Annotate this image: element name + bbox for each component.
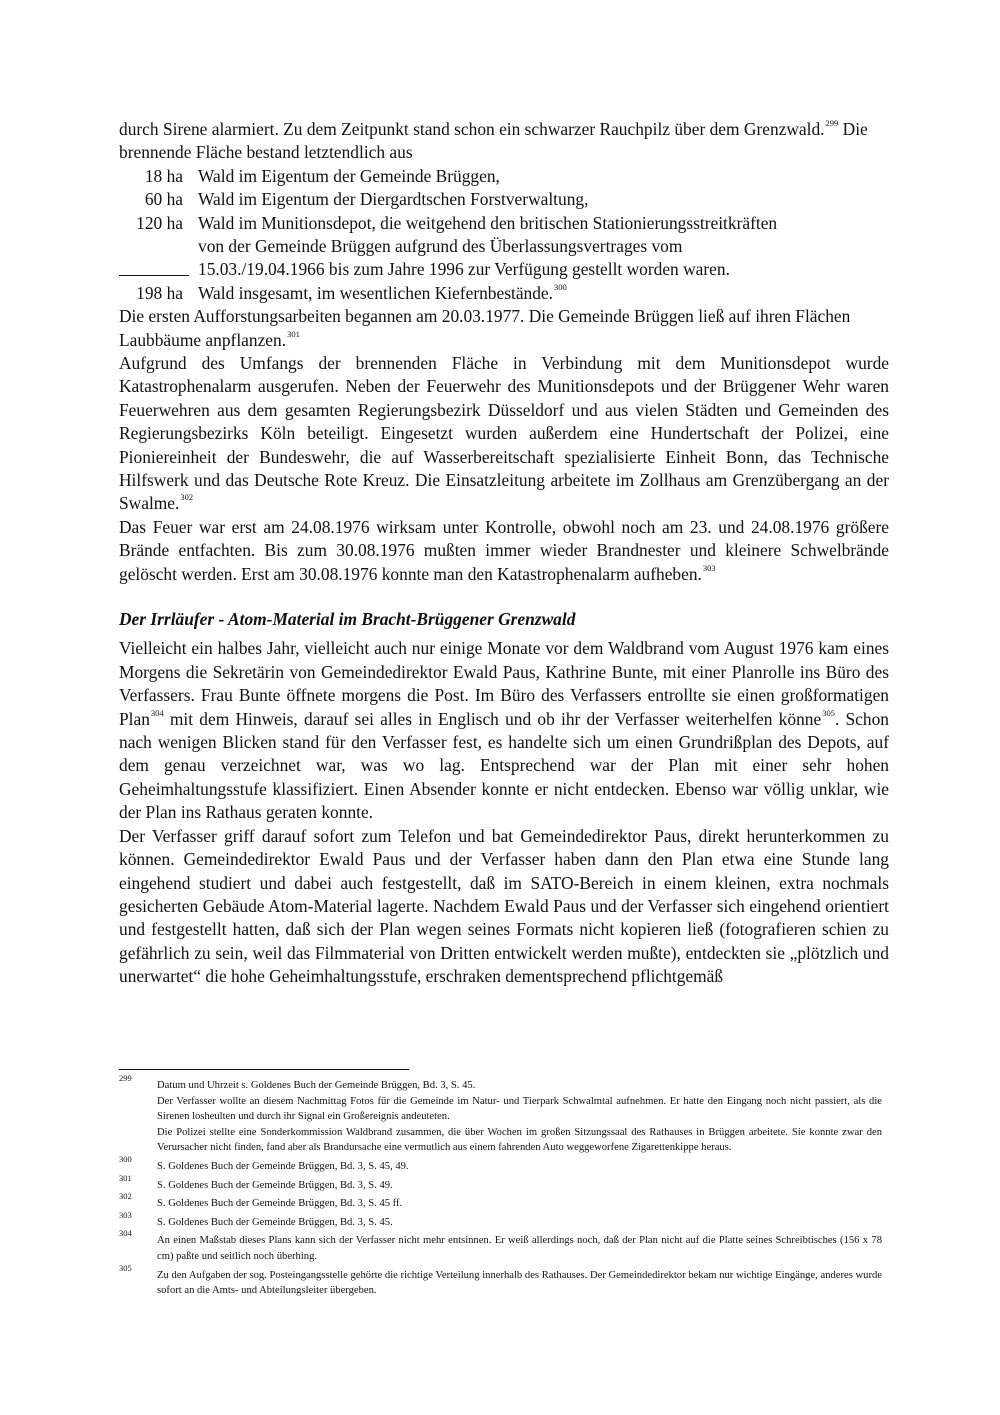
footnote-item <box>119 1073 882 1156</box>
paragraph <box>119 516 889 586</box>
footnote-text: Die Polizei stellte eine Sonderkommission Waldbrand zusammen, die über Wochen im großen Sitzungssaal des Rathauses in Brüggen arbeitete. Sie konnte zwar den Verursacher nicht finden, fand aber als Brandursache eine vermutlich aus einem fahrenden Auto weggeworfene Zigarettenkippe heraus. <box>157 1126 882 1154</box>
area-row-continuation <box>119 235 889 258</box>
footnote-number: 305 <box>119 1262 132 1273</box>
footnote-text: S. Goldenes Buch der Gemeinde Brüggen, Bd. 3, S. 49. <box>157 1179 393 1191</box>
paragraph-text: Aufgrund des Umfangs der brennenden Fläche in Verbindung mit dem Munitionsdepot wurde Katastrophenalarm ausgerufen. Neben der Feuerwehr des Munitionsdepots und der Brüggener Wehr waren Feuerwehren aus dem gesamten Regierungsbezirk Düsseldorf und aus vielen Städten und Gemeinden des Regierungsbezirks Köln beteiligt. Eingesetzt wurden außerdem eine Hundertschaft der Polizei, eine Pioniereinheit der Bundeswehr, die auf Wasserbereitschaft spezialisierte Einheit Bonn, das Technische Hilfswerk und das Deutsche Rote Kreuz. Die Einsatzleitung arbeitete im Zollhaus am Grenzübergang an der Swalme. <box>119 352 889 514</box>
footnote-item <box>119 1153 882 1175</box>
area-row <box>119 188 889 211</box>
area-description: 15.03./19.04.1966 bis zum Jahre 1996 zur Verfügung gestellt worden waren. <box>198 259 730 280</box>
area-description: Wald im Munitionsdepot, die weitgehend den britischen Stationierungsstreitkräften <box>198 212 778 233</box>
paragraph <box>119 118 889 165</box>
sum-rule <box>119 275 189 276</box>
paragraph-text: Vielleicht ein halbes Jahr, vielleicht auch nur einige Monate vor dem Waldbrand vom August 1976 kam eines Morgens die Sekretärin von Gemeindedirektor Ewald Paus, Kathrine Bunte, mit einer Planrolle ins Büro des Verfassers. Frau Bunte öffnete morgens die Post. Im Büro des Verfassers entrollte sie einen großformatigen Plan <box>119 638 889 729</box>
paragraph <box>119 637 889 824</box>
footnote-ref[interactable]: 301 <box>287 328 300 339</box>
area-amount: 60 ha <box>144 189 183 210</box>
footnote-text: Der Verfasser wollte an diesem Nachmittag Fotos für die Gemeinde im Natur- und Tierpark Schwalmtal aufnehmen. Er hatte den Eingang noch nicht passiert, als die Sirenen losheulten und durch ihr Signal ein Großereignis andeuteten. <box>157 1095 882 1123</box>
paragraph-text: Die brennende Fläche bestand letztendlich aus <box>119 119 868 163</box>
footnote-number: 300 <box>119 1153 132 1164</box>
paragraph-text: Die ersten Aufforstungsarbeiten begannen am 20.03.1977. Die Gemeinde Brüggen ließ auf ihren Flächen Laubbäume anpflanzen. <box>119 306 851 350</box>
area-description <box>198 282 567 305</box>
area-description: Wald im Eigentum der Gemeinde Brüggen, <box>198 165 500 186</box>
footnote-ref[interactable]: 305 <box>822 707 835 718</box>
paragraph <box>119 305 889 352</box>
footnote-ref[interactable]: 299 <box>825 118 839 128</box>
footnote-item <box>119 1209 882 1231</box>
area-amount: 198 ha <box>136 282 183 303</box>
footnotes <box>119 1075 882 1299</box>
area-description: Wald im Eigentum der Diergardtschen Forstverwaltung, <box>198 189 589 210</box>
area-row <box>119 165 889 188</box>
area-row-continuation <box>119 258 889 281</box>
footnote-ref[interactable]: 304 <box>150 707 164 718</box>
footnote-number: 299 <box>119 1073 132 1083</box>
footnote-text: An einen Maßstab dieses Plans kann sich der Verfasser nicht mehr entsinnen. Er weiß allerdings noch, daß der Plan nicht auf die Platte seines Schreibtisches (156 x 78 cm) paßte und seitlich noch überhing. <box>157 1235 882 1262</box>
area-description: von der Gemeinde Brüggen aufgrund des Überlassungsvertrages vom <box>198 235 683 256</box>
footnote-text: Datum und Uhrzeit s. Goldenes Buch der Gemeinde Brüggen, Bd. 3, S. 45. <box>157 1080 476 1091</box>
footnote-item <box>119 1191 882 1212</box>
footnote-item <box>119 1172 882 1194</box>
footnote-ref[interactable]: 302 <box>180 492 194 503</box>
area-amount: 120 ha <box>136 212 183 233</box>
paragraph-text: . Schon nach wenigen Blicken stand für den Verfasser fest, es handelte sich um einen Grundrißplan des Depots, auf dem genau verzeichnet war, was wo lag. Entsprechend war der Plan mit einer sehr hohen Geheimhaltungsstufe klassifiziert. Einen Absender konnte er nicht entdecken. Ebenso war völlig unklar, wie der Plan ins Rathaus geraten konnte. <box>119 708 889 823</box>
footnote-text: S. Goldenes Buch der Gemeinde Brüggen, Bd. 3, S. 45 ff. <box>157 1198 403 1210</box>
section-heading: Der Irrläufer - Atom-Material im Bracht-Brüggener Grenzwald <box>119 609 576 630</box>
paragraph-text: mit dem Hinweis, darauf sei alles in Englisch und ob ihr der Verfasser weiterhelfen könne <box>163 708 822 729</box>
paragraph-text: durch Sirene alarmiert. Zu dem Zeitpunkt stand schon ein schwarzer Rauchpilz über dem Grenzwald. <box>119 119 825 139</box>
footnote-text: S. Goldenes Buch der Gemeinde Brüggen, Bd. 3, S. 45, 49. <box>157 1160 409 1172</box>
area-total-text: Wald insgesamt, im wesentlichen Kiefernbestände. <box>198 282 553 303</box>
footnote-separator <box>119 1069 409 1070</box>
footnote-item <box>119 1228 882 1264</box>
footnote-item <box>119 1262 882 1299</box>
area-row <box>119 212 889 235</box>
footnote-number: 302 <box>119 1191 132 1202</box>
footnote-number: 301 <box>119 1172 132 1183</box>
footnote-ref[interactable]: 303 <box>702 562 716 573</box>
area-row-total <box>119 282 889 305</box>
paragraph-text: Das Feuer war erst am 24.08.1976 wirksam unter Kontrolle, obwohl noch am 23. und 24.08.1976 größere Brände entfachten. Bis zum 30.08.1976 mußten immer wieder Brandnester und kleinere Schwelbrände gelöscht werden. Erst am 30.08.1976 konnte man den Katastrophenalarm aufheben. <box>119 516 889 584</box>
area-amount: 18 ha <box>144 165 183 186</box>
footnote-text: Zu den Aufgaben der sog. Posteingangsstelle gehörte die richtige Verteilung innerhalb des Rathauses. Der Gemeindedirektor bekam nur wichtige Eingänge, anderes wurde sofort an die Amts- und Abteilungsleiter übergeben. <box>157 1269 882 1297</box>
footnote-number: 304 <box>119 1228 132 1239</box>
document-body <box>119 118 889 989</box>
footnote-ref[interactable]: 300 <box>554 281 567 292</box>
footnote-text: S. Goldenes Buch der Gemeinde Brüggen, Bd. 3, S. 45. <box>157 1216 393 1228</box>
footnote-number: 303 <box>119 1209 132 1220</box>
paragraph: Der Verfasser griff darauf sofort zum Telefon und bat Gemeindedirektor Paus, direkt herunterkommen zu können. Gemeindedirektor Ewald Paus und der Verfasser haben dann den Plan etwa eine Stunde lang eingehend studiert und dabei auch festgestellt, daß im SATO-Bereich in einem kleinen, extra nochmals gesicherten Gebäude Atom-Material lagerte. Nachdem Ewald Paus und der Verfasser sich eingehend orientiert und festgestellt hatten, daß sich der Plan wegen seines Formats nicht kopieren ließ (fotografieren schien zu gefährlich zu sein, weil das Filmmaterial von Dritten entwickelt werden mußte), entdeckten sie „plötzlich und unerwartet“ die hohe Geheimhaltungsstufe, erschraken dementsprechend pflichtgemäß <box>119 825 889 987</box>
paragraph <box>119 352 889 516</box>
